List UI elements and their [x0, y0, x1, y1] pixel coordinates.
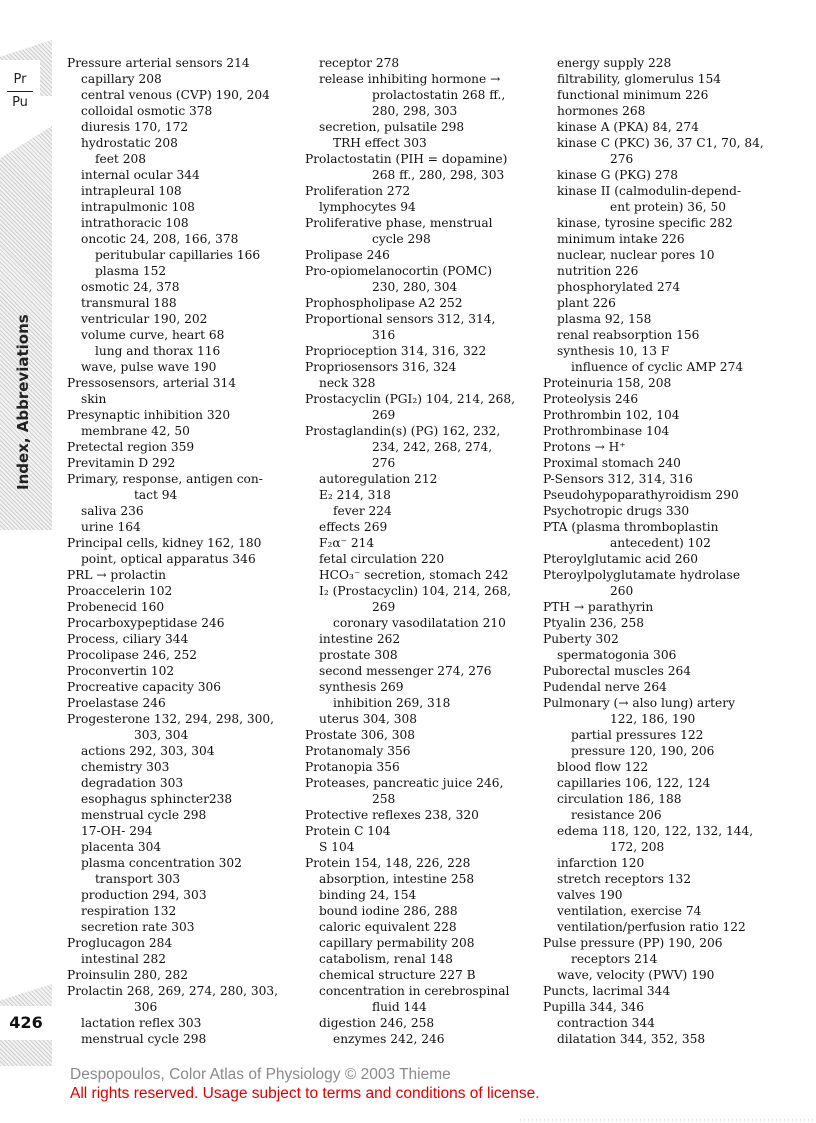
index-entry: 303, 304: [134, 728, 189, 742]
thumb-index-bottom: Pu: [12, 95, 28, 110]
index-entry: receptor 278: [319, 56, 400, 70]
index-entry: 269: [372, 408, 396, 422]
index-entry: resistance 206: [571, 808, 662, 822]
index-entry: fever 224: [333, 504, 392, 518]
index-entry: 268 ff., 280, 298, 303: [372, 168, 505, 182]
index-entry: PTA (plasma thromboplastin: [543, 520, 719, 534]
index-entry: synthesis 269: [319, 680, 404, 694]
index-entry: Pro-opiomelanocortin (POMC): [305, 264, 492, 278]
index-entry: secretion rate 303: [81, 920, 195, 934]
index-entry: lactation reflex 303: [81, 1016, 202, 1030]
index-entry: Procarboxypeptidase 246: [67, 616, 225, 630]
index-entry: fetal circulation 220: [319, 552, 445, 566]
index-entry: Pressure arterial sensors 214: [67, 56, 250, 70]
index-entry: 258: [372, 792, 396, 806]
footer-copyright: Despopoulos, Color Atlas of Physiology © 2003 Thieme: [70, 1066, 451, 1083]
index-entry: chemistry 303: [81, 760, 170, 774]
index-entry: Protective reflexes 238, 320: [305, 808, 479, 822]
index-entry: P-Sensors 312, 314, 316: [543, 472, 693, 486]
index-entry: intrapleural 108: [81, 184, 182, 198]
index-entry: receptors 214: [571, 952, 658, 966]
index-entry: volume curve, heart 68: [81, 328, 225, 342]
index-entry: Proportional sensors 312, 314,: [305, 312, 496, 326]
index-entry: colloidal osmotic 378: [81, 104, 213, 118]
index-entry: blood flow 122: [557, 760, 649, 774]
index-entry: effects 269: [319, 520, 388, 534]
index-entry: contraction 344: [557, 1016, 655, 1030]
index-entry: HCO₃⁻ secretion, stomach 242: [319, 568, 509, 582]
index-entry: transmural 188: [81, 296, 177, 310]
index-entry: binding 24, 154: [319, 888, 417, 902]
index-entry: intestinal 282: [81, 952, 167, 966]
index-entry: Procolipase 246, 252: [67, 648, 198, 662]
index-entry: Prothrombin 102, 104: [543, 408, 680, 422]
index-entry: kinase II (calmodulin-depend-: [557, 184, 742, 198]
index-entry: Protein C 104: [305, 824, 391, 838]
index-entry: plant 226: [557, 296, 616, 310]
index-entry: Pudendal nerve 264: [543, 680, 667, 694]
index-entry: circulation 186, 188: [557, 792, 682, 806]
index-entry: Pseudohypoparathyroidism 290: [543, 488, 739, 502]
index-entry: respiration 132: [81, 904, 177, 918]
index-column-2: [305, 55, 535, 1047]
index-entry: Proliferative phase, menstrual: [305, 216, 493, 230]
index-entry: valves 190: [557, 888, 623, 902]
index-entry: transport 303: [95, 872, 181, 886]
index-entry: caloric equivalent 228: [319, 920, 457, 934]
index-entry: Puncts, lacrimal 344: [543, 984, 671, 998]
index-entry: Pteroylpolyglutamate hydrolase: [543, 568, 741, 582]
index-entry: Primary, response, antigen con-: [67, 472, 263, 486]
index-entry: feet 208: [95, 152, 146, 166]
index-entry: diuresis 170, 172: [81, 120, 189, 134]
index-entry: capillary permability 208: [319, 936, 475, 950]
index-entry: Puberty 302: [543, 632, 619, 646]
index-entry: Prothrombinase 104: [543, 424, 670, 438]
index-entry: kinase G (PKG) 278: [557, 168, 679, 182]
index-entry: Pteroylglutamic acid 260: [543, 552, 699, 566]
index-entry: tact 94: [134, 488, 178, 502]
index-entry: lung and thorax 116: [95, 344, 221, 358]
index-entry: 230, 280, 304: [372, 280, 458, 294]
index-entry: Pupilla 344, 346: [543, 1000, 644, 1014]
index-entry: wave, velocity (PWV) 190: [557, 968, 715, 982]
index-entry: kinase, tyrosine specific 282: [557, 216, 733, 230]
index-column-1: [67, 55, 295, 1047]
index-entry: I₂ (Prostacyclin) 104, 214, 268,: [319, 584, 512, 598]
index-entry: Proximal stomach 240: [543, 456, 681, 470]
index-entry: Puborectal muscles 264: [543, 664, 691, 678]
index-entry: chemical structure 227 B: [319, 968, 476, 982]
index-entry: Proglucagon 284: [67, 936, 173, 950]
index-entry: antecedent) 102: [610, 536, 711, 550]
index-entry: Presynaptic inhibition 320: [67, 408, 231, 422]
index-entry: filtrability, glomerulus 154: [557, 72, 722, 86]
index-entry: Prolactin 268, 269, 274, 280, 303,: [67, 984, 279, 998]
index-entry: 269: [372, 600, 396, 614]
index-entry: ventricular 190, 202: [81, 312, 208, 326]
footer-license: All rights reserved. Usage subject to terms and conditions of license.: [70, 1085, 540, 1102]
index-entry: phosphorylated 274: [557, 280, 681, 294]
thumb-index-top: Pr: [13, 72, 27, 87]
index-entry: Protanomaly 356: [305, 744, 411, 758]
index-entry: Propriosensors 316, 324: [305, 360, 457, 374]
index-entry: Pulmonary (→ also lung) artery: [543, 696, 735, 710]
index-entry: enzymes 242, 246: [333, 1032, 445, 1046]
index-column-3: [543, 55, 773, 1047]
index-entry: prolactostatin 268 ff.,: [372, 88, 506, 102]
index-entry: menstrual cycle 298: [81, 808, 207, 822]
index-entry: capillary 208: [81, 72, 162, 86]
index-entry: urine 164: [81, 520, 141, 534]
index-entry: Proteinuria 158, 208: [543, 376, 672, 390]
index-entry: Protanopia 356: [305, 760, 400, 774]
index-entry: 122, 186, 190: [610, 712, 696, 726]
index-entry: 172, 208: [610, 840, 665, 854]
index-entry: Prolactostatin (PIH = dopamine): [305, 152, 508, 166]
index-entry: digestion 246, 258: [319, 1016, 435, 1030]
index-entry: 234, 242, 268, 274,: [372, 440, 493, 454]
index-entry: uterus 304, 308: [319, 712, 418, 726]
index-entry: Protons → H⁺: [543, 440, 626, 454]
index-entry: Procreative capacity 306: [67, 680, 222, 694]
index-entry: degradation 303: [81, 776, 184, 790]
index-entry: kinase C (PKC) 36, 37 C1, 70, 84,: [557, 136, 764, 150]
index-entry: Probenecid 160: [67, 600, 165, 614]
index-entry: pressure 120, 190, 206: [571, 744, 715, 758]
index-entry: plasma concentration 302: [81, 856, 242, 870]
index-entry: second messenger 274, 276: [319, 664, 492, 678]
index-entry: Pretectal region 359: [67, 440, 195, 454]
index-entry: plasma 152: [95, 264, 167, 278]
page-number: 426: [0, 1006, 52, 1040]
index-entry: wave, pulse wave 190: [81, 360, 217, 374]
index-entry: production 294, 303: [81, 888, 207, 902]
index-entry: 276: [372, 456, 396, 470]
index-entry: Proaccelerin 102: [67, 584, 173, 598]
index-entry: Psychotropic drugs 330: [543, 504, 690, 518]
index-entry: 260: [610, 584, 634, 598]
index-entry: Proprioception 314, 316, 322: [305, 344, 487, 358]
index-entry: Proteases, pancreatic juice 246,: [305, 776, 504, 790]
index-entry: concentration in cerebrospinal: [319, 984, 510, 998]
index-entry: membrane 42, 50: [81, 424, 190, 438]
index-entry: hormones 268: [557, 104, 646, 118]
index-entry: TRH effect 303: [333, 136, 427, 150]
index-entry: central venous (CVP) 190, 204: [81, 88, 270, 102]
index-entry: saliva 236: [81, 504, 144, 518]
index-entry: Previtamin D 292: [67, 456, 176, 470]
index-entry: lymphocytes 94: [319, 200, 416, 214]
index-entry: secretion, pulsatile 298: [319, 120, 465, 134]
index-entry: oncotic 24, 208, 166, 378: [81, 232, 239, 246]
section-title: Index, Abbreviations: [14, 314, 32, 490]
index-entry: menstrual cycle 298: [81, 1032, 207, 1046]
index-entry: 276: [610, 152, 634, 166]
index-entry: PTH → parathyrin: [543, 600, 654, 614]
index-entry: Process, ciliary 344: [67, 632, 189, 646]
index-entry: Proteolysis 246: [543, 392, 639, 406]
index-entry: nuclear, nuclear pores 10: [557, 248, 715, 262]
index-entry: catabolism, renal 148: [319, 952, 453, 966]
index-entry: functional minimum 226: [557, 88, 709, 102]
index-entry: bound iodine 286, 288: [319, 904, 458, 918]
index-entry: dilatation 344, 352, 358: [557, 1032, 706, 1046]
thumb-index-tab: [0, 60, 40, 122]
index-entry: S 104: [319, 840, 355, 854]
index-entry: ent protein) 36, 50: [610, 200, 727, 214]
index-entry: Proconvertin 102: [67, 664, 175, 678]
index-entry: partial pressures 122: [571, 728, 704, 742]
index-entry: Pressosensors, arterial 314: [67, 376, 237, 390]
index-entry: hydrostatic 208: [81, 136, 178, 150]
index-entry: autoregulation 212: [319, 472, 438, 486]
index-entry: renal reabsorption 156: [557, 328, 700, 342]
index-entry: kinase A (PKA) 84, 274: [557, 120, 699, 134]
index-entry: capillaries 106, 122, 124: [557, 776, 711, 790]
index-entry: Prostaglandin(s) (PG) 162, 232,: [305, 424, 501, 438]
index-entry: stretch receptors 132: [557, 872, 691, 886]
index-entry: 280, 298, 303: [372, 104, 458, 118]
index-entry: energy supply 228: [557, 56, 672, 70]
index-entry: 306: [134, 1000, 158, 1014]
index-entry: absorption, intestine 258: [319, 872, 475, 886]
index-entry: intrapulmonic 108: [81, 200, 195, 214]
index-entry: spermatogonia 306: [557, 648, 677, 662]
index-entry: synthesis 10, 13 F: [557, 344, 670, 358]
index-entry: infarction 120: [557, 856, 645, 870]
footer: [70, 1066, 540, 1103]
index-entry: ventilation, exercise 74: [557, 904, 702, 918]
index-entry: Proinsulin 280, 282: [67, 968, 189, 982]
index-entry: Proelastase 246: [67, 696, 166, 710]
index-entry: osmotic 24, 378: [81, 280, 180, 294]
index-entry: prostate 308: [319, 648, 398, 662]
index-entry: Progesterone 132, 294, 298, 300,: [67, 712, 275, 726]
index-entry: Principal cells, kidney 162, 180: [67, 536, 262, 550]
index-entry: 17-OH- 294: [81, 824, 153, 838]
index-entry: influence of cyclic AMP 274: [571, 360, 744, 374]
index-entry: ventilation/perfusion ratio 122: [557, 920, 746, 934]
index-entry: edema 118, 120, 122, 132, 144,: [557, 824, 754, 838]
index-entry: Prostacyclin (PGI₂) 104, 214, 268,: [305, 392, 516, 406]
index-entry: internal ocular 344: [81, 168, 200, 182]
index-entry: PRL → prolactin: [67, 568, 167, 582]
index-entry: intestine 262: [319, 632, 401, 646]
index-entry: coronary vasodilatation 210: [333, 616, 506, 630]
index-entry: Pulse pressure (PP) 190, 206: [543, 936, 723, 950]
index-entry: Ptyalin 236, 258: [543, 616, 645, 630]
page-margin: [0, 0, 56, 1123]
index-entry: Prophospholipase A2 252: [305, 296, 463, 310]
thumb-index-divider: [7, 91, 33, 92]
index-entry: plasma 92, 158: [557, 312, 652, 326]
index-entry: 316: [372, 328, 396, 342]
index-entry: Protein 154, 148, 226, 228: [305, 856, 471, 870]
bottom-dotted-rule: [520, 1119, 816, 1121]
index-entry: peritubular capillaries 166: [95, 248, 261, 262]
index-entry: inhibition 269, 318: [333, 696, 451, 710]
index-entry: fluid 144: [372, 1000, 427, 1014]
index-entry: intrathoracic 108: [81, 216, 189, 230]
index-entry: F₂α⁻ 214: [319, 536, 375, 550]
index-entry: minimum intake 226: [557, 232, 685, 246]
index-entry: nutrition 226: [557, 264, 639, 278]
index-entry: Prolipase 246: [305, 248, 390, 262]
index-entry: cycle 298: [372, 232, 431, 246]
index-entry: skin: [81, 392, 107, 406]
index-entry: placenta 304: [81, 840, 162, 854]
index-entry: release inhibiting hormone →: [319, 72, 501, 86]
index-entry: point, optical apparatus 346: [81, 552, 256, 566]
index-entry: Proliferation 272: [305, 184, 411, 198]
index-entry: E₂ 214, 318: [319, 488, 391, 502]
index-entry: esophagus sphincter238: [81, 792, 233, 806]
index-entry: actions 292, 303, 304: [81, 744, 215, 758]
index-entry: Prostate 306, 308: [305, 728, 416, 742]
index-entry: neck 328: [319, 376, 376, 390]
